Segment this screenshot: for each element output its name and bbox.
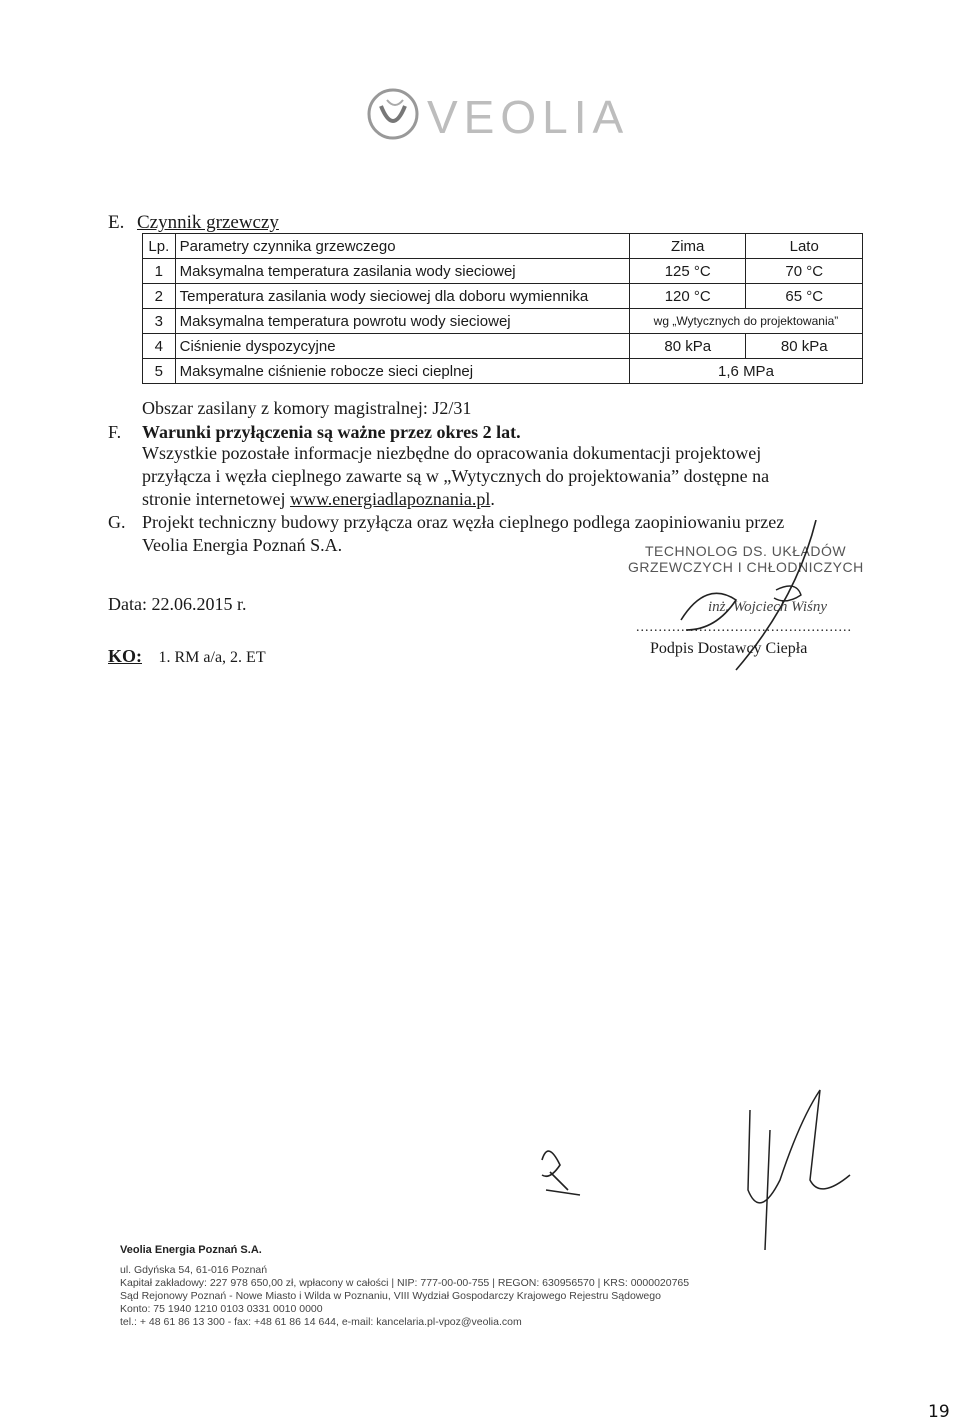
row-param: Temperatura zasilania wody sieciowej dla doboru wymiennika — [175, 284, 629, 309]
signature-label: Podpis Dostawcy Ciepła — [650, 640, 808, 657]
section-e-letter: E. — [108, 212, 125, 233]
row-param: Ciśnienie dyspozycyjne — [175, 334, 629, 359]
row-lp: 4 — [143, 334, 176, 359]
table-row — [143, 334, 863, 359]
footer-contact: tel.: + 48 61 86 13 300 - fax: +48 61 86 14 644, e-mail: kancelaria.pl-vpoz@veolia.com — [120, 1316, 522, 1328]
table-row — [143, 284, 863, 309]
row-merged-value: wg „Wytycznych do projektowania” — [629, 309, 862, 334]
header-lato: Lato — [746, 234, 863, 259]
heating-params-table — [142, 233, 863, 384]
row-lp: 2 — [143, 284, 176, 309]
signature-dots: ................................................ — [636, 620, 852, 635]
stamp-line2: GRZEWCZYCH I CHŁODNICZYCH — [628, 559, 864, 575]
table-row — [143, 359, 863, 384]
footer-account: Konto: 75 1940 1210 0103 0331 0010 0000 — [120, 1303, 323, 1315]
page-number: 19 — [928, 1402, 950, 1422]
row-lato: 80 kPa — [746, 334, 863, 359]
row-zima: 125 °C — [629, 259, 746, 284]
section-g-letter: G. — [108, 512, 126, 532]
supply-area-note: Obszar zasilany z komory magistralnej: J2/31 — [142, 398, 472, 418]
row-lp: 3 — [143, 309, 176, 334]
table-header-row — [143, 234, 863, 259]
footer-company: Veolia Energia Poznań S.A. — [120, 1244, 262, 1256]
section-f-line2: przyłącza i węzła cieplnego zawarte są w „Wytycznych do projektowania” dostępne na — [142, 466, 770, 486]
website-link[interactable]: www.energiadlapoznania.pl — [289, 489, 491, 509]
header-zima: Zima — [629, 234, 746, 259]
row-param: Maksymalna temperatura zasilania wody sieciowej — [175, 259, 629, 284]
row-lp: 5 — [143, 359, 176, 384]
section-g-line2: Veolia Energia Poznań S.A. — [142, 535, 343, 555]
section-f-line3-prefix: stronie internetowej — [142, 489, 286, 509]
footer-court: Sąd Rejonowy Poznań - Nowe Miasto i Wilda w Poznaniu, VIII Wydział Gospodarczy Krajowego Rejestru Sądowego — [120, 1290, 661, 1302]
row-lato: 65 °C — [746, 284, 863, 309]
header-param: Parametry czynnika grzewczego — [175, 234, 629, 259]
veolia-logo-icon — [365, 86, 421, 142]
stamp-name: inż. Wojciech Wiśny — [708, 599, 828, 615]
ko-line — [108, 646, 266, 668]
section-f-letter: F. — [108, 422, 122, 442]
row-lp: 1 — [143, 259, 176, 284]
veolia-logo — [365, 80, 630, 150]
section-e-title: Czynnik grzewczy — [137, 212, 279, 233]
stamp-line1: TECHNOLOG DS. UKŁADÓW — [645, 543, 847, 559]
row-lato: 70 °C — [746, 259, 863, 284]
footer — [120, 1244, 689, 1329]
row-zima: 80 kPa — [629, 334, 746, 359]
ko-label: KO: — [108, 646, 142, 666]
footer-address: ul. Gdyńska 54, 61-016 Poznań — [120, 1264, 268, 1276]
section-g-line1: Projekt techniczny budowy przyłącza oraz węzła cieplnego podlega zaopiniowaniu przez — [142, 512, 785, 532]
row-param: Maksymalna temperatura powrotu wody sieciowej — [175, 309, 629, 334]
logo-wordmark: VEOLIA — [427, 91, 630, 143]
handwritten-signatures — [520, 1080, 880, 1250]
ko-text: 1. RM a/a, 2. ET — [158, 649, 266, 666]
row-param: Maksymalne ciśnienie robocze sieci cieplnej — [175, 359, 629, 384]
footer-capital: Kapitał zakładowy: 227 978 650,00 zł, wpłacony w całości | NIP: 777-00-00-755 | REGON: 630956570 | KRS: 0000020765 — [120, 1277, 690, 1289]
section-f-title: Warunki przyłączenia są ważne przez okres 2 lat. — [142, 422, 521, 442]
section-f-line3-suffix: . — [490, 489, 495, 509]
section-f-line3 — [142, 489, 495, 510]
table-row — [143, 259, 863, 284]
table-row — [143, 309, 863, 334]
row-merged-value: 1,6 MPa — [629, 359, 862, 384]
row-zima: 120 °C — [629, 284, 746, 309]
section-f-line1: Wszystkie pozostałe informacje niezbędne do opracowania dokumentacji projektowej — [142, 443, 762, 463]
header-lp: Lp. — [143, 234, 176, 259]
document-date: Data: 22.06.2015 r. — [108, 594, 247, 614]
